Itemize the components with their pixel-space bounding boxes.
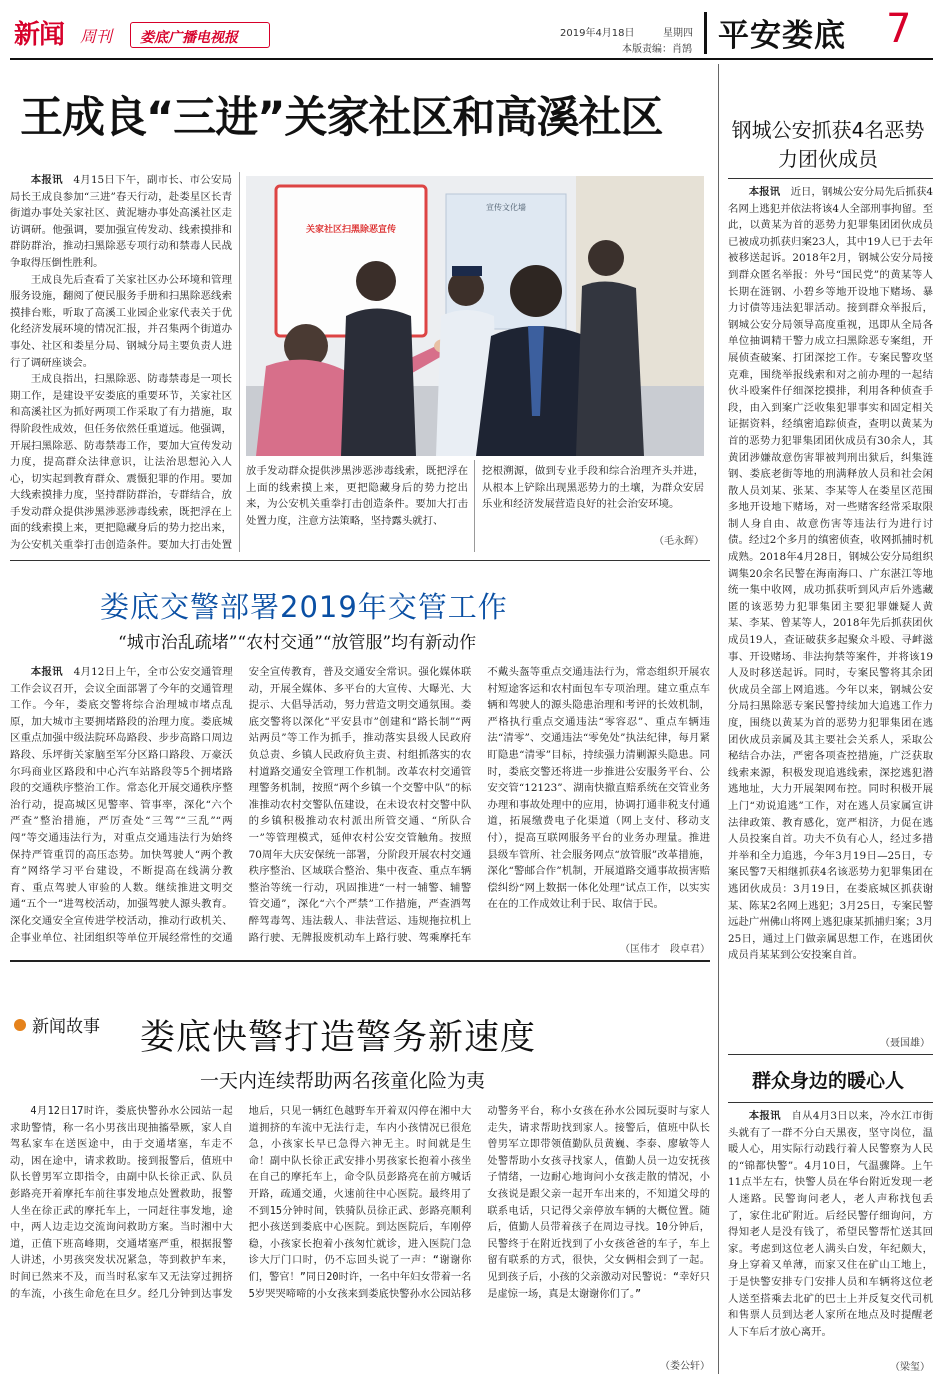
- masthead-rule: [10, 58, 933, 60]
- article3-subtitle: 一天内连续帮助两名孩童化险为夷: [200, 1070, 486, 1092]
- right1-title: 钢城公安抓获4名恶势力团伙成员: [731, 118, 925, 171]
- article2-body: [10, 664, 710, 954]
- masthead-weekday: 星期四: [663, 28, 693, 39]
- article1-tail-a: 放手发动群众提供涉黑涉恶涉毒线索，既把浮在上面的线索摸上来，更把隐藏身后的势力挖出来，为公安机关重拳打击创造条件。要加大打击处置力度，注意方法策略，坚持露头就打、: [246, 465, 468, 527]
- tag-dot-icon: [14, 1019, 26, 1031]
- article1-rule: [10, 560, 710, 561]
- man1-body: [341, 309, 416, 457]
- masthead-date: 2019年4月18日: [560, 28, 635, 39]
- news-story-tag: [14, 1012, 134, 1038]
- article1-title: 王成良“三进”关家社区和高溪社区: [20, 93, 663, 143]
- article1-photo: [246, 176, 704, 456]
- masthead-weekly: 周刊: [80, 27, 113, 46]
- article1-label: 本报讯: [30, 174, 63, 186]
- article3-title: 娄底快警打造警务新速度: [140, 1018, 537, 1058]
- right2-byline: （梁玺）: [890, 1362, 930, 1373]
- article2-text: 4月12日上午，全市公安交通管理工作会议召开，会议全面部署了今年的交通管理工作。今年，娄底交警将综合治理城市堵点乱原，加大城市主要拥堵路段的治理力度。娄底城区重点加强中级法院环岛路段、步步高路口周边路段、乐坪街关家脑至军分区路口路段、万豪沃尔玛商业区路段和中心汽车站路段等5个拥堵路段的交通秩序整治工作。常态化开展交通秩序整治行动，提高城区见警率、管事率，深化“六个严查”整治措施，严厉查处“三驾”“三乱”“两闯”等交通违法行为，对重点交通违法行为始终保持严管重罚的高压态势。加快驾驶人“两个教育”网络学习平台建设，不断提高在线满分教育、重点驾驶人审验的人数。继续推进文明交通“五个一”进驾校活动，加强驾驶人源头教育。深化交通安全宣传进学校活动，推动行政机关、企事业单位、社团组织等单位开展经常性的交通安全宣传教育，普及交通安全常识。强化媒体联动，开展全媒体、多平台的大宣传、大曝光、大提示、大倡导活动，努力营造文明交通氛围。娄底交警将以深化“平安县市”创建和“路长制”“两站两员”等工作为抓手，推动落实县级人民政府负总责、乡镇人民政府负主责、村组抓落实的农村道路交通安全管理工作机制。改革农村交通管理警务机制，按照“两个乡镇一个交警中队”的标准推动农村交警队伍建设，在未设农村交警中队的乡镇积极推动农村派出所管交通、“所队合一”等管理模式，延伸农村公安交管触角。按照70周年大庆安保统一部署，分阶段开展农村交通秩序整治、区域联合整治、集中夜查、重点车辆整治等统一行动，巩固推进“一村一辅警、辅警管交通”，深化“六个严禁”工作措施，严查酒驾醉驾毒驾、违法载人、非法营运、违规拖拉机上路行驶、无牌报废机动车上路行驶、驾乘摩托车不戴头盔等重点交通违法行为，常态组织开展农村短途客运和农村面包车专项治理。建立重点车辆和驾驶人的源头隐患治理和考评的长效机制，严格执行重点交通违法“零容忍”、重点车辆违法“清零”、交通违法“零免处”执法纪律，每月紧盯隐患“清零”目标，持续强力清剿源头隐患。同时，娄底交警还将进一步推进公安服务平台、公安交管“12123”、湖南快撤直赔系统在交管业务办理和事故处理中的应用，协调打通非税支付通道，拓展缴费电子化渠道（网上支付、移动支付），提高互联网服务平台的业务办理量。推进县级车管所、社会服务网点“放管服”改革措施，深化“警邮合作”机制，开展道路交通事故损害赔偿纠纷“网上数据一体化处理”试点工作，以实实在在的工作成效让利于民、取信于民。: [10, 666, 710, 944]
- article1-col2: [246, 463, 468, 549]
- article2-title: 娄底交警部署2019年交管工作: [100, 590, 508, 624]
- col-divider-2: [474, 460, 475, 552]
- masthead-divider: [704, 12, 707, 54]
- article1-p1: 4月15日下午，副市长、市公安局局长王成良参加“三进”春天行动，赴娄星区长青街道办事处关家社区、黄泥塘办事处高溪社区走访调研。他强调，要加强宣传发动、线索摸排和群防群治，推动扫黑除恶专项行动和禁毒人民战争取得压倒性胜利。: [10, 174, 232, 269]
- masthead-editor: 本版责编：肖鹄: [622, 44, 692, 55]
- right1-byline: （聂国雄）: [880, 1038, 930, 1049]
- article2-label: 本报讯: [30, 666, 63, 678]
- article3-text: 4月12日17时许，娄底快警孙水公园站一起求助警情，称一名小男孩出现抽搐晕厥，家人自驾私家车在送医途中，由于交通堵塞，车走不动，困在途中，请求救助。接到报警后，值班中队长曾男军立即指令，由副中队长徐正武、队员彭路亮开着摩托车前往事发地点处置救助，报警人坐在徐正武的摩托车上，一同赶往事发地，途中，两人边走边交流询问救助方案。当时湘中大道，正值下班高峰期，交通堵塞严重，根据报警人讲述，小男孩突发状况紧急，等到救护车来，时间已然来不及，而当时私家车又无法穿过拥挤的车流，小孩生命危在旦夕。经几分钟到达事发地后，只见一辆红色越野车开着双闪停在湘中大道拥挤的车流中无法行走，车内小孩情况已很危急，小孩家长早已急得六神无主。时间就是生命！副中队长徐正武安排小男孩家长抱着小孩坐在自己的摩托车上，命令队员彭路亮在前方喊话开路，疏通交通，火速前往中心医院。最终用了不到15分钟时间，铁骑队员徐正武、彭路亮顺利把小孩送到娄底中心医院。到达医院后，车刚停稳，小孩家长抱着小孩匆忙就诊，进入医院门急诊大厅门口时，仍不忘回头说了一声：“谢谢你们，警官！”同日20时许，一名中年妇女带着一名5岁哭哭啼啼的小女孩来到娄底快警孙水公园站移动警务平台，称小女孩在孙水公园玩耍时与家人走失，请求帮助找到家人。接警后，值班中队长曾男军立即带领值勤队员黄巍、李泰、廖敏等人处警帮助小女孩寻找家人，值勤人员一边安抚孩子情绪，一边耐心地询问小女孩走散的情况，小女孩说是跟父亲一起开车出来的，不知道父母的联系电话，只记得父亲停放车辆的大概位置。随后，值勤人员带着孩子在周边寻找。10分钟后，民警终于在附近找到了小女孩爸爸的车子，车上留有联系的方式，很快，父女俩相会到了一起。见到孩子后，小孩的父亲激动对民警说：“幸好只是虚惊一场，真是太谢谢你们了。”: [10, 1106, 710, 1300]
- right1-label: 本报讯: [748, 186, 781, 198]
- photo-scene: [246, 176, 704, 456]
- right1-rule: [728, 178, 933, 179]
- article3-byline: （娄公轩）: [480, 1357, 710, 1372]
- article1-p2: 王成良先后查看了关家社区办公环境和管理服务设施，翻阅了便民服务手册和扫黑除恶线索摸排台账，听取了高溪工业园企业家代表关于优化经济发展环境的情况汇报，并召集两个街道办事处、社区和娄星分局、钢城分局主要负责人进行了调研座谈会。: [10, 273, 232, 369]
- man4-head: [588, 240, 624, 276]
- leader-head: [510, 265, 562, 317]
- right2-rule-top: [728, 1054, 933, 1055]
- right1-body: [728, 184, 933, 1032]
- masthead: [0, 0, 943, 62]
- article2-subtitle: “城市治乱疏堵”“农村交通”“放管服”均有新动作: [118, 633, 477, 653]
- article2-byline: （匡伟才 段卓君）: [480, 940, 710, 955]
- article1-col3: [482, 463, 704, 529]
- article1-tail-b: 挖根溯源，做到专业手段和综合治理齐头并进，从根本上铲除出现黑恶势力的土壤，为群众安居乐业和经济发展营造良好的社会治安环境。: [482, 465, 704, 511]
- photo-slogan: 宣传文化墙: [486, 203, 526, 212]
- right2-body: [728, 1108, 933, 1360]
- col-divider-1: [239, 172, 240, 552]
- right2-rule: [728, 1102, 933, 1103]
- man4-body: [576, 281, 644, 456]
- masthead-logo: 新闻: [14, 20, 65, 50]
- article1-p3: 王成良指出，扫黑除恶、防毒禁毒是一项长期工作，是建设平安娄底的重要环节，关家社区和高溪社区为抓好两项工作采取了有力措施，取得阶段性成效，但任务依然任重道远。他强调，开展扫黑除恶、防毒禁毒工作，要加大宣传发动力度，提高群众法律意识，让法治思想沁入人心，切实起到教育群众、震慑犯罪的作用。要加大线索摸排力度，坚持群防群治，专群结合，放手发动群众提供涉黑涉恶涉毒线索，既把浮在上面的线索摸上来，更把隐藏身后的势力挖出来，为公安机关重拳打击创造条件。要加大打击处置: [10, 373, 232, 552]
- right2-label: 本报讯: [748, 1110, 781, 1122]
- tag-label: 新闻故事: [32, 1017, 100, 1037]
- page-number: 7: [886, 6, 912, 52]
- right2-text: 自从4月3日以来，冷水江市街头就有了一群不分白天黑夜，坚守岗位，温暖人心，用实际行动践行着人民警察为人民的“锦都快警”。4月10日，气温骤降。上午11点半左右，快警人员在华台附近发现一老人迷路。民警询问老人，老人声称找包丢了，家住北矿附近。后经民警仔细询问，方得知老人是没有钱了，希望民警帮忙送其回家。考虑到这位老人满头白发，年纪颇大，身上穿着又单薄，而家又住在矿山工地上，于是快警安排专门安排人员和车辆将这位老人送至搭乘去北矿的巴士上并反复交代司机和售票人员到达老人家所在地点及时提醒老人下车后才放心离开。: [728, 1110, 933, 1338]
- article2-rule: [10, 960, 710, 962]
- article3-body: [10, 1104, 710, 1372]
- right1-text: 近日，钢城公安分局先后抓获4名网上逃犯并依法将该4人全部刑事拘留。至此，以黄某为首的恶势力犯罪集团团伙成员已被成功抓获归案23人，其中19人已于去年被移送起诉。2018年2月，钢城公安分局接到群众匿名举报：外号“国民党”的黄某等人长期在涟钢、小碧乡等地开设地下赌场、暴力讨债等违法犯罪活动。接到群众举报后，钢城公安分局领导高度重视，迅即从全局各单位抽调精干警力成立扫黑除恶专案组，开展侦查破案、打团深挖工作。专案民警攻坚克难，围绕举报线索和对之前办理的一起结伙斗殴案件仔细深挖摸排，利用各种侦查手段，由入到案广泛收集犯罪事实和固定相关证据资料，经缜密追踪侦查，查明以黄某为首的恶势力犯罪集团团伙成员有30余人，其黄团涉嫌故意伤害罪被判刑出狱后，纠集涟钢、娄底老街等地的刑满释放人员和社会闲散人员刘某、张某、李某等人在娄星区范围多地开设地下赌场，对一些赌客经常采取限制人身自由、故意伤害等违法行为进行讨债。经过2个多月的缜密侦查，收网抓捕时机成熟。2018年4月28日，钢城公安分局组织调集20余名民警在海南海口、广东湛江等地统一集中收网，成功抓获听到风声后外逃藏匿的该恶势力犯罪集团主要犯罪嫌疑人黄某、李某、曾某等人，2018年先后抓获团伙成员19人，查证破获多起聚众斗殴、寻衅滋事、开设赌场、非法拘禁等案件，并将该19人及时移送起诉。同时，专案民警将其余团伙成员全部上网追逃。今年以来，钢城公安分局扫黑除恶专案民警持续加大追逃工作力度，围绕以黄某为首的恶势力犯罪集团在逃团伙成员亲属及其主要社会关系人，采取公秘结合办法，严密各项查控措施，广泛获取线索来源，积极发现追逃线索，深挖逃犯潜逃地址，大力开展架网布控。同时积极开展上门“劝说追逃”工作，对在逃人员家属宣讲法律政策、教育感化，宽严相济，力促在逃人员投案自首。功夫不负有心人，经过多措并举和全力追逃，今年3月19日—25日，专案民警7天相继抓获4名该恶势力犯罪集团在逃团伙成员：3月19日，在娄底城区抓获谢某、陈某2名网上逃犯；3月25日，专案民警远赴广州佛山将网上逃犯康某抓捕归案；3月25日，通过上门做亲属思想工作，在逃团伙成员肖某某到公安投案自首。: [728, 186, 933, 962]
- article1-byline: （毛永辉）: [654, 536, 704, 547]
- right2-title: 群众身边的暖心人: [751, 1070, 904, 1092]
- masthead-channel: 娄底广播电视报: [140, 30, 238, 46]
- section-title: 平安娄底: [718, 18, 846, 54]
- article1-col1: [10, 172, 232, 554]
- man1-head: [356, 261, 396, 301]
- right-divider: [718, 64, 719, 1374]
- photo-banner: 关家社区扫黑除恶宣传: [305, 225, 396, 235]
